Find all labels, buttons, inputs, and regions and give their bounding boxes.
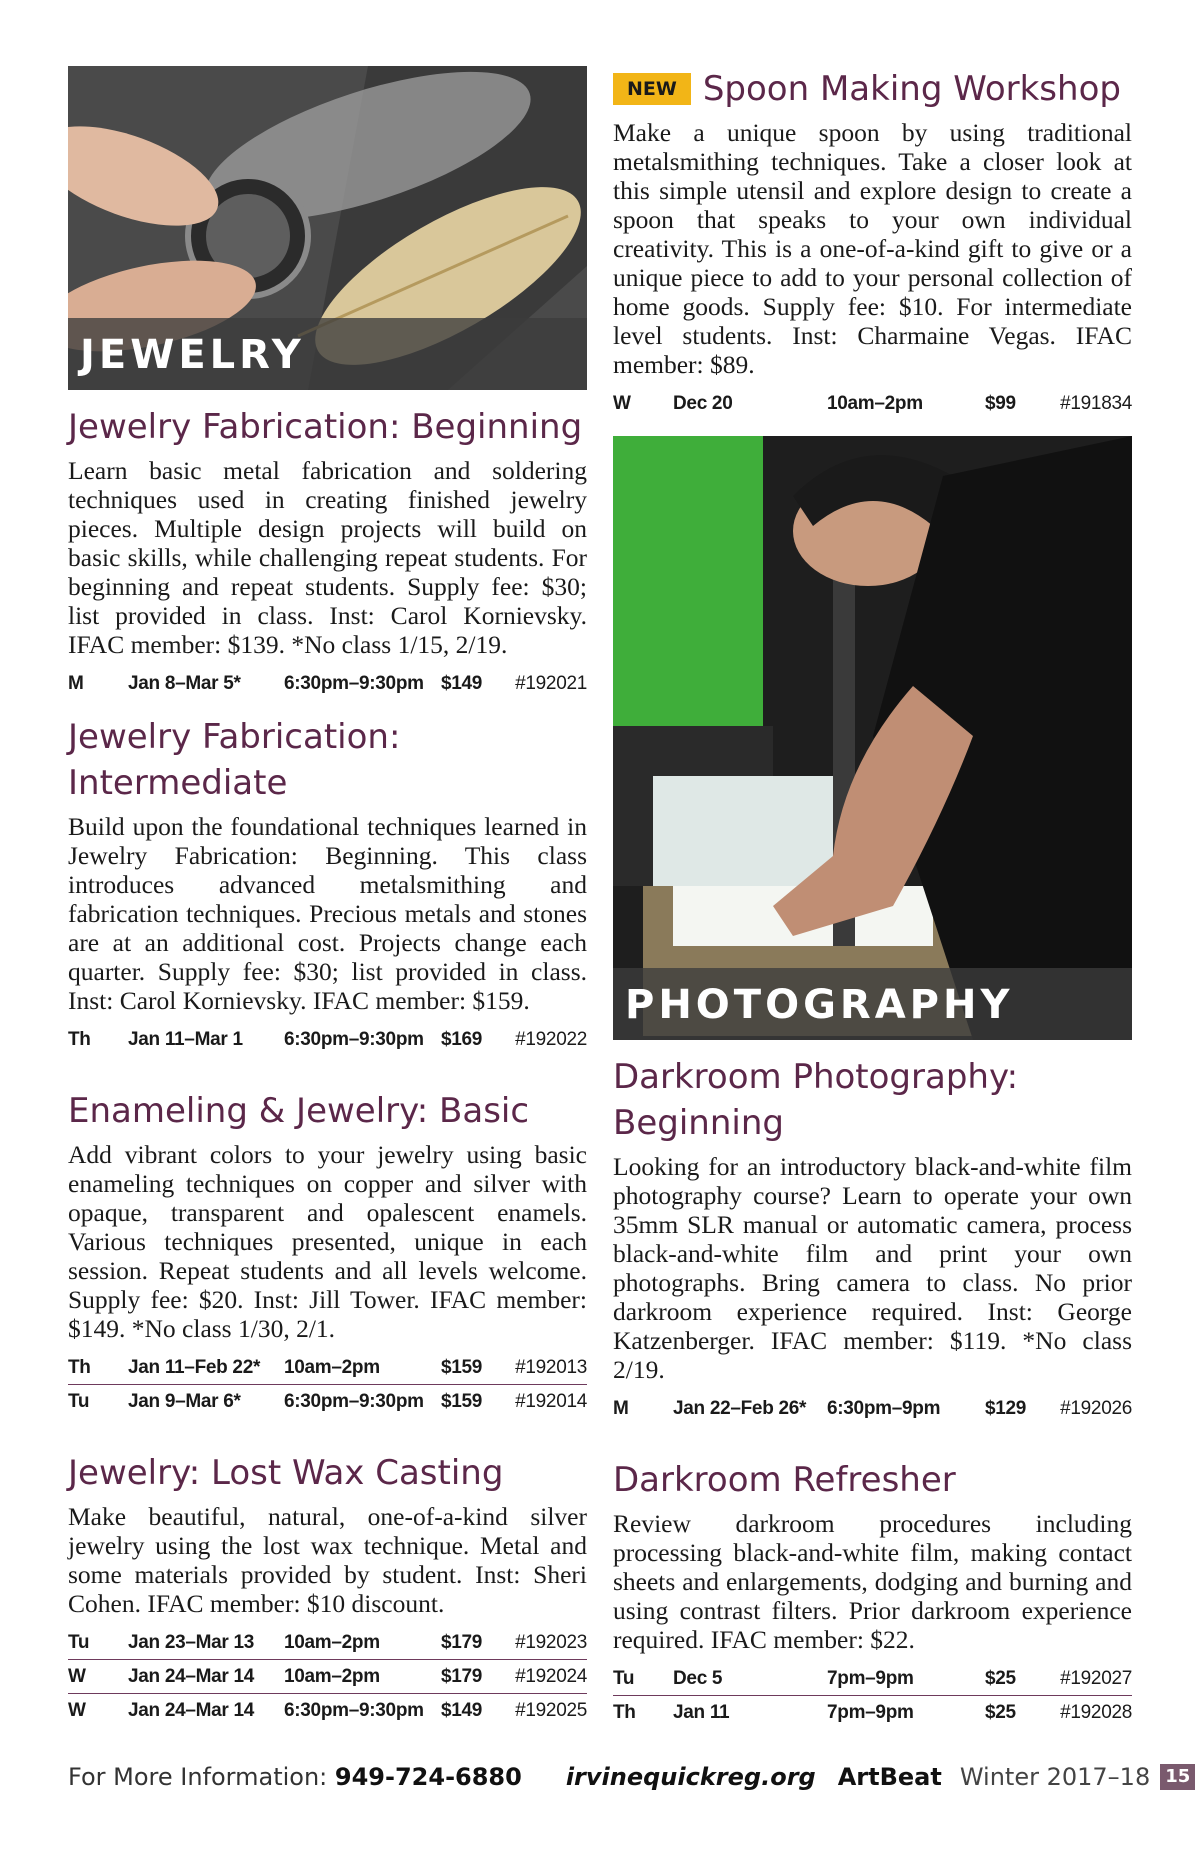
- session-dates: Jan 8–Mar 5*: [128, 672, 241, 694]
- session-price: $99: [985, 392, 1016, 414]
- session-dates: Dec 20: [673, 392, 733, 414]
- session-code: #192024: [515, 1665, 587, 1687]
- session-price: $129: [985, 1397, 1027, 1419]
- session-code: #192027: [1060, 1667, 1132, 1689]
- course-description: Add vibrant colors to your jewelry using basic enameling techniques on copper and silver with opaque, transparent and opalescent enamels. Various techniques presented, unique in each session. Repeat students and all levels welcome. Supply fee: $20. Inst: Jill Tower. IFAC member: $149. *No class 1/30, 2/1.: [68, 1140, 587, 1343]
- course-schedule: [613, 1662, 1132, 1729]
- session-time: 6:30pm–9:30pm: [284, 672, 424, 694]
- session-time: 10am–2pm: [284, 1665, 380, 1687]
- course-darkroom-photography-beginning: [613, 1054, 1132, 1425]
- course-schedule: [68, 667, 587, 700]
- session-day: M: [613, 1397, 629, 1419]
- session-price: $159: [441, 1390, 483, 1412]
- footer-info-label: For More Information:: [68, 1763, 328, 1791]
- session-price: $179: [441, 1631, 483, 1653]
- session-day: W: [613, 392, 631, 414]
- session-time: 10am–2pm: [284, 1356, 380, 1378]
- session-dates: Jan 23–Mar 13: [128, 1631, 255, 1653]
- session-code: #192021: [515, 672, 587, 694]
- session-dates: Jan 11–Feb 22*: [128, 1356, 261, 1378]
- footer-website-link[interactable]: irvinequickreg.org: [565, 1763, 816, 1791]
- course-title: Darkroom Refresher: [613, 1460, 956, 1500]
- course-jewelry-fabrication-beginning: [68, 404, 587, 700]
- session-code: #192023: [515, 1631, 587, 1653]
- schedule-row: [613, 387, 1132, 420]
- course-schedule: [613, 387, 1132, 420]
- course-schedule: [68, 1351, 587, 1418]
- course-schedule: [68, 1023, 587, 1056]
- schedule-row: [613, 1662, 1132, 1695]
- course-enameling-jewelry-basic: [68, 1088, 587, 1418]
- session-dates: Jan 9–Mar 6*: [128, 1390, 241, 1412]
- session-price: $25: [985, 1701, 1016, 1723]
- session-code: #192028: [1060, 1701, 1132, 1723]
- course-title-row: [613, 66, 1132, 112]
- session-day: Th: [613, 1701, 636, 1723]
- session-price: $179: [441, 1665, 483, 1687]
- session-price: $25: [985, 1667, 1016, 1689]
- right-column: [613, 66, 1132, 1729]
- session-code: #192026: [1060, 1397, 1132, 1419]
- session-dates: Jan 24–Mar 14: [128, 1665, 255, 1687]
- session-price: $149: [441, 672, 483, 694]
- schedule-row: [68, 667, 587, 700]
- schedule-row: [68, 1384, 587, 1418]
- footer-magazine-name: ArtBeat: [837, 1763, 942, 1791]
- course-title: Enameling & Jewelry: Basic: [68, 1091, 530, 1131]
- footer-page-number: 15: [1160, 1764, 1195, 1790]
- session-day: Tu: [68, 1631, 90, 1653]
- course-title: Darkroom Photography: Beginning: [613, 1057, 1019, 1143]
- session-time: 7pm–9pm: [827, 1701, 914, 1723]
- session-dates: Jan 24–Mar 14: [128, 1699, 255, 1721]
- course-description: Build upon the foundational techniques learned in Jewelry Fabrication: Beginning. This class introduces advanced metalsmithing and fabrication techniques. Precious metals and stones are at an additional cost. Projects change each quarter. Supply fee: $30; list provided in class. Inst: Carol Kornievsky. IFAC member: $159.: [68, 812, 587, 1015]
- session-time: 7pm–9pm: [827, 1667, 914, 1689]
- schedule-row: [68, 1659, 587, 1693]
- course-description: Learn basic metal fabrication and soldering techniques used in creating finished jewelry pieces. Multiple design projects will build on basic skills, while challenging repeat students. For beginning and repeat students. Supply fee: $30; list provided in class. Inst: Carol Kornievsky. IFAC member: $139. *No class 1/15, 2/19.: [68, 456, 587, 659]
- course-title: Jewelry Fabrication: Beginning: [68, 407, 583, 447]
- session-price: $149: [441, 1699, 483, 1721]
- session-code: #191834: [1060, 392, 1132, 414]
- course-schedule: [613, 1392, 1132, 1425]
- session-time: 10am–2pm: [284, 1631, 380, 1653]
- session-code: #192013: [515, 1356, 587, 1378]
- session-time: 6:30pm–9:30pm: [284, 1699, 424, 1721]
- schedule-row: [68, 1351, 587, 1384]
- footer-season: Winter 2017–18: [959, 1763, 1151, 1791]
- session-time: 6:30pm–9:30pm: [284, 1028, 424, 1050]
- course-schedule: [68, 1626, 587, 1727]
- session-day: W: [68, 1699, 86, 1721]
- session-dates: Dec 5: [673, 1667, 723, 1689]
- course-title: Jewelry: Lost Wax Casting: [68, 1453, 504, 1493]
- course-spoon-making-workshop: [613, 66, 1132, 420]
- course-lost-wax-casting: [68, 1450, 587, 1727]
- course-jewelry-fabrication-intermediate: [68, 714, 587, 1056]
- course-description: Looking for an introductory black-and-white film photography course? Learn to operate your own 35mm SLR manual or automatic camera, process black-and-white film and print your own photographs. Bring camera to class. No prior darkroom experience required. Inst: George Katzenberger. IFAC member: $119. *No class 2/19.: [613, 1152, 1132, 1384]
- session-dates: Jan 22–Feb 26*: [673, 1397, 807, 1419]
- jewelry-section-label: JEWELRY: [80, 332, 305, 378]
- course-title: Jewelry Fabrication: Intermediate: [68, 717, 401, 803]
- page-footer: [68, 1758, 1191, 1796]
- session-day: Th: [68, 1028, 91, 1050]
- schedule-row: [613, 1392, 1132, 1425]
- course-darkroom-refresher: [613, 1457, 1132, 1729]
- session-day: Tu: [613, 1667, 635, 1689]
- schedule-row: [68, 1693, 587, 1727]
- session-code: #192014: [515, 1390, 587, 1412]
- session-day: Th: [68, 1356, 91, 1378]
- photography-section-label: PHOTOGRAPHY: [625, 982, 1014, 1028]
- course-description: Make a unique spoon by using traditional metalsmithing techniques. Take a closer look at this simple utensil and explore design to create a spoon that speaks to your own individual creativity. This is a one-of-a-kind gift to give or a unique piece to add to your personal collection of home goods. Supply fee: $10. For intermediate level students. Inst: Charmaine Vegas. IFAC member: $89.: [613, 118, 1132, 379]
- session-price: $159: [441, 1356, 483, 1378]
- session-dates: Jan 11–Mar 1: [128, 1028, 243, 1050]
- session-code: #192025: [515, 1699, 587, 1721]
- session-day: M: [68, 672, 84, 694]
- schedule-row: [68, 1626, 587, 1659]
- left-column: [68, 66, 587, 1727]
- session-dates: Jan 11: [673, 1701, 730, 1723]
- session-code: #192022: [515, 1028, 587, 1050]
- footer-phone: 949-724-6880: [334, 1763, 522, 1791]
- session-time: 10am–2pm: [827, 392, 923, 414]
- new-badge: NEW: [613, 73, 691, 105]
- session-time: 6:30pm–9:30pm: [284, 1390, 424, 1412]
- jewelry-section-photo: [68, 66, 587, 390]
- photography-section-photo: [613, 436, 1132, 1040]
- schedule-row: [68, 1023, 587, 1056]
- course-title: Spoon Making Workshop: [702, 69, 1121, 109]
- course-description: Review darkroom procedures including processing black-and-white film, making contact sheets and enlargements, dodging and burning and using contrast filters. Prior darkroom experience required. IFAC member: $22.: [613, 1509, 1132, 1654]
- schedule-row: [613, 1695, 1132, 1729]
- photography-photo-illustration: [613, 436, 1132, 1040]
- session-day: W: [68, 1665, 86, 1687]
- session-time: 6:30pm–9pm: [827, 1397, 941, 1419]
- session-price: $169: [441, 1028, 483, 1050]
- course-description: Make beautiful, natural, one-of-a-kind silver jewelry using the lost wax technique. Metal and some materials provided by student. Inst: Sheri Cohen. IFAC member: $10 discount.: [68, 1502, 587, 1618]
- session-day: Tu: [68, 1390, 90, 1412]
